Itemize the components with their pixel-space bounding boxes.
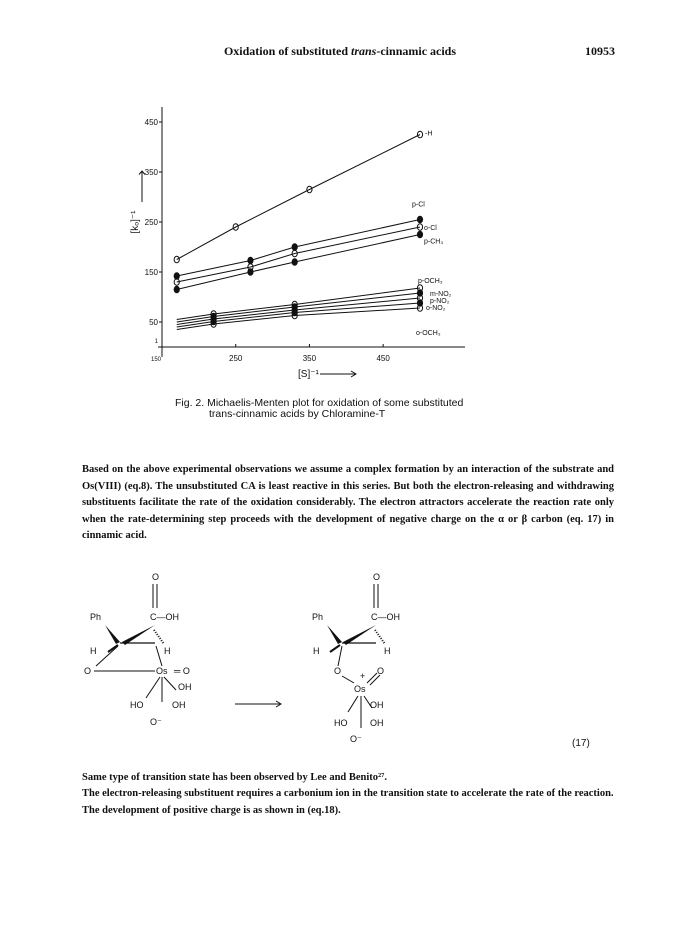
right-plus: + <box>360 671 366 681</box>
right-o-minus: O⁻ <box>350 734 362 744</box>
series-0-label: -H <box>425 130 433 138</box>
series-0-line <box>177 135 420 260</box>
right-h2: H <box>384 646 391 656</box>
y-tick-label-150: 150 <box>144 268 158 277</box>
right-oh2: OH <box>370 718 384 728</box>
left-oh1: OH <box>178 682 192 692</box>
left-cooh: C—OH <box>150 612 179 622</box>
series-3-point-1 <box>248 269 253 275</box>
right-o2: O <box>377 666 385 676</box>
left-o-minus: O⁻ <box>150 717 162 727</box>
chart-series-layer <box>174 131 422 329</box>
chart-label-layer <box>130 118 452 380</box>
series-3-point-3 <box>417 231 422 237</box>
series-6-label: p-NO₂ <box>430 298 450 305</box>
running-title <box>0 44 680 59</box>
body-paragraph-2: Same type of transition state has been observed by Lee and Benito²⁷. <box>82 772 387 783</box>
left-os: Os <box>156 666 168 676</box>
series-3-point-0 <box>174 286 179 292</box>
series-4-label: p-OCH₃ <box>418 278 443 285</box>
left-o-ring: O <box>84 666 92 676</box>
left-ph: Ph <box>90 612 102 622</box>
caption-line-1: Fig. 2. Michaelis-Menten plot for oxidation of some substituted <box>175 397 464 409</box>
left-ho: HO <box>130 700 144 710</box>
left-structure <box>84 572 192 727</box>
y-tick-label-350: 350 <box>144 168 158 177</box>
left-os-eq-o: ═ O <box>174 666 190 676</box>
right-ph: Ph <box>312 612 324 622</box>
equation-number: (17) <box>572 738 590 749</box>
title-prefix: Oxidation of substituted <box>223 44 351 58</box>
series-3-label: p-CH₃ <box>424 238 444 246</box>
series-1-point-2 <box>292 244 297 250</box>
x-axis-label: [S]⁻¹ <box>298 369 319 380</box>
right-oh1: OH <box>370 700 384 710</box>
right-ho: HO <box>334 718 348 728</box>
left-oh2: OH <box>172 700 186 710</box>
body-paragraph-3: The electron-releasing substituent requires a carbonium ion in the transition state to accelerate the rate of the reaction. The development of positive charge is as shown in (eq.18). <box>82 788 614 816</box>
michaelis-menten-chart <box>120 95 500 395</box>
right-os: Os <box>354 684 366 694</box>
x-tick-label-450: 450 <box>376 354 390 363</box>
right-carbonyl-o: O <box>373 572 381 582</box>
x-tick-label-350: 350 <box>302 354 317 363</box>
series-1-point-1 <box>248 257 253 263</box>
series-2-line <box>177 227 420 282</box>
y-tick-label-450: 450 <box>144 118 158 127</box>
series-1-point-3 <box>417 216 422 222</box>
page-number: 10953 <box>585 44 615 58</box>
series-1-line <box>177 220 420 277</box>
series-7-label: o-NO₂ <box>426 305 446 312</box>
series-1-point-0 <box>174 273 179 279</box>
caption-line-2: trans-cinnamic acids by Chloramine-T <box>209 408 386 420</box>
left-h2: H <box>164 646 171 656</box>
series-3-point-2 <box>292 259 297 265</box>
title-italic: trans <box>351 44 377 58</box>
y-tick-label-250: 250 <box>144 218 158 227</box>
right-cooh: C—OH <box>371 612 400 622</box>
title-suffix: -cinnamic acids <box>376 44 457 58</box>
series-1-label: p-Cl <box>412 201 425 209</box>
x-origin-label: 150 <box>150 357 162 363</box>
series-2-label: o-Cl <box>424 225 437 232</box>
series-8-label: o-OCH₃ <box>416 330 441 337</box>
series-3-line <box>177 235 420 290</box>
left-h1: H <box>90 646 97 656</box>
left-carbonyl-o: O <box>152 572 160 582</box>
y-tick-label-50: 50 <box>149 318 158 327</box>
series-5-label: m-NO₂ <box>430 291 452 298</box>
reaction-scheme <box>80 570 580 745</box>
right-o1: O <box>334 666 342 676</box>
y-axis-label: [kₒ]⁻¹ <box>130 210 141 234</box>
figure-caption <box>175 398 555 420</box>
x-tick-label-250: 250 <box>229 354 243 363</box>
right-structure <box>312 572 400 744</box>
right-h1: H <box>313 646 320 656</box>
y-origin-label: 1 <box>154 339 158 345</box>
body-paragraph-1: Based on the above experimental observations we assume a complex formation by an interaction of the substrate and Os(VIII) (eq.8). The unsubstituted CA is least reactive in this series. But both the electron-releasing and withdrawing substituents facilitate the rate of the oxidation considerably. The electron attractors accelerate the reaction rate only when the rate-determining step proceeds with the development of negative charge on the α or β carbon (eq. 17) in cinnamic acid. <box>82 464 614 541</box>
